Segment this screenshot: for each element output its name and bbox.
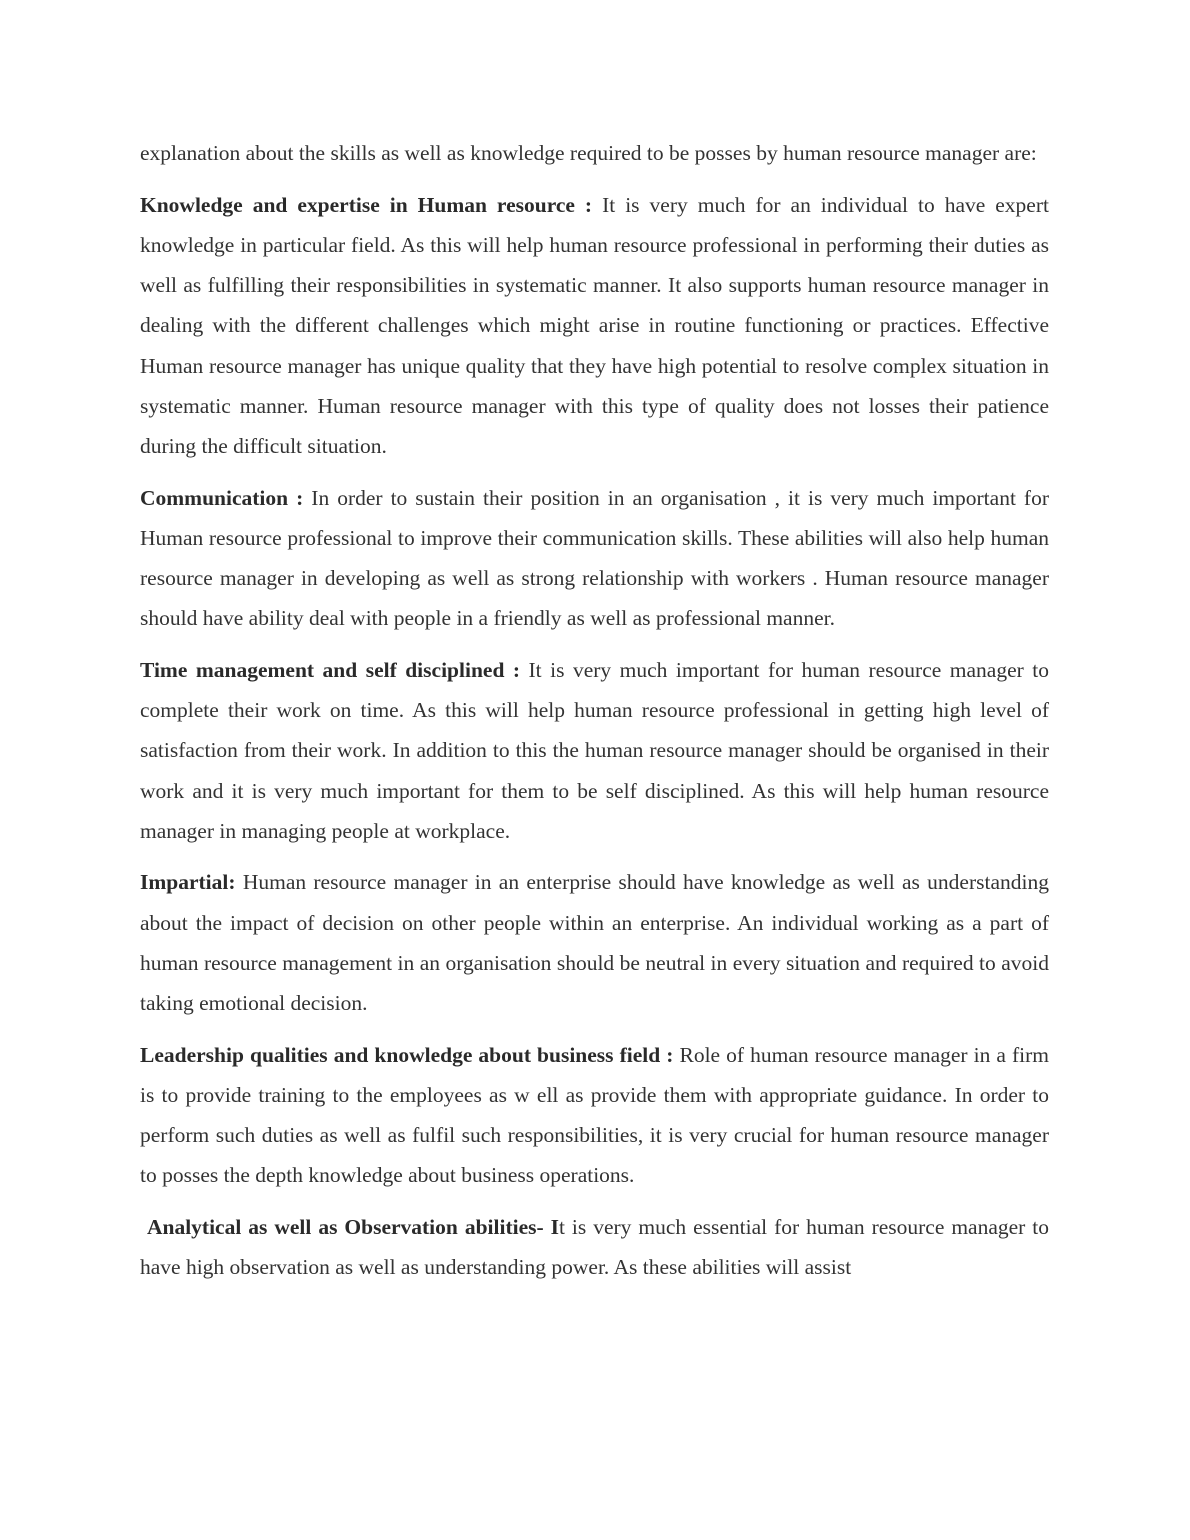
analytical-paragraph	[140, 1207, 1049, 1287]
intro-text: explanation about the skills as well as knowledge required to be posses by human resource manager are:	[140, 141, 1037, 165]
time-management-paragraph	[140, 650, 1049, 851]
leadership-paragraph	[140, 1035, 1049, 1196]
impartial-text: Human resource manager in an enterprise should have knowledge as well as understanding about the impact of decision on other people within an enterprise. An individual working as a part of human resource management in an organisation should be neutral in every situation and required to avoid taking emotional decision.	[140, 870, 1049, 1016]
communication-text: In order to sustain their position in an organisation , it is very much important for Human resource professional to improve their communication skills. These abilities will also help human resource manager in developing as well as strong relationship with workers . Human resource manager should have ability deal with people in a friendly as well as professional manner.	[140, 485, 1049, 631]
knowledge-expertise-heading: Knowledge and expertise in Human resource :	[140, 192, 603, 217]
leadership-text: Role of human resource manager in a firm is to provide training to the employees as w ell as provide them with appropriate guidance. In order to perform such duties as well as fulfil such responsibilities, it is very crucial for human resource manager to posses the depth knowledge about business operations.	[140, 1042, 1050, 1188]
time-management-heading: Time management and self disciplined :	[140, 657, 529, 682]
document-page	[140, 133, 1049, 1299]
analytical-text: t is very much essential for human resource manager to have high observation as well as understanding power. As these abilities will assist	[140, 1215, 1050, 1280]
communication-paragraph	[140, 478, 1049, 639]
impartial-paragraph	[140, 862, 1049, 1023]
intro-paragraph	[140, 133, 1049, 173]
impartial-heading: Impartial:	[140, 870, 243, 895]
communication-heading: Communication :	[140, 485, 312, 510]
leadership-heading: Leadership qualities and knowledge about business field :	[140, 1042, 680, 1067]
time-management-text: It is very much important for human resource manager to complete their work on time. As this will help human resource professional in getting high level of satisfaction from their work. In addition to this the human resource manager should be organised in their work and it is very much important for them to be self disciplined. As this will help human resource manager in managing people at workplace.	[140, 657, 1049, 843]
analytical-heading: Analytical as well as Observation abilities- I	[140, 1215, 559, 1240]
knowledge-expertise-text: It is very much for an individual to have expert knowledge in particular field. As this will help human resource professional in performing their duties as well as fulfilling their responsibilities in systematic manner. It also supports human resource manager in dealing with the different challenges which might arise in routine functioning or practices. Effective Human resource manager has unique quality that they have high potential to resolve complex situation in systematic manner. Human resource manager with this type of quality does not losses their patience during the difficult situation.	[140, 192, 1049, 458]
knowledge-expertise-paragraph	[140, 185, 1049, 466]
